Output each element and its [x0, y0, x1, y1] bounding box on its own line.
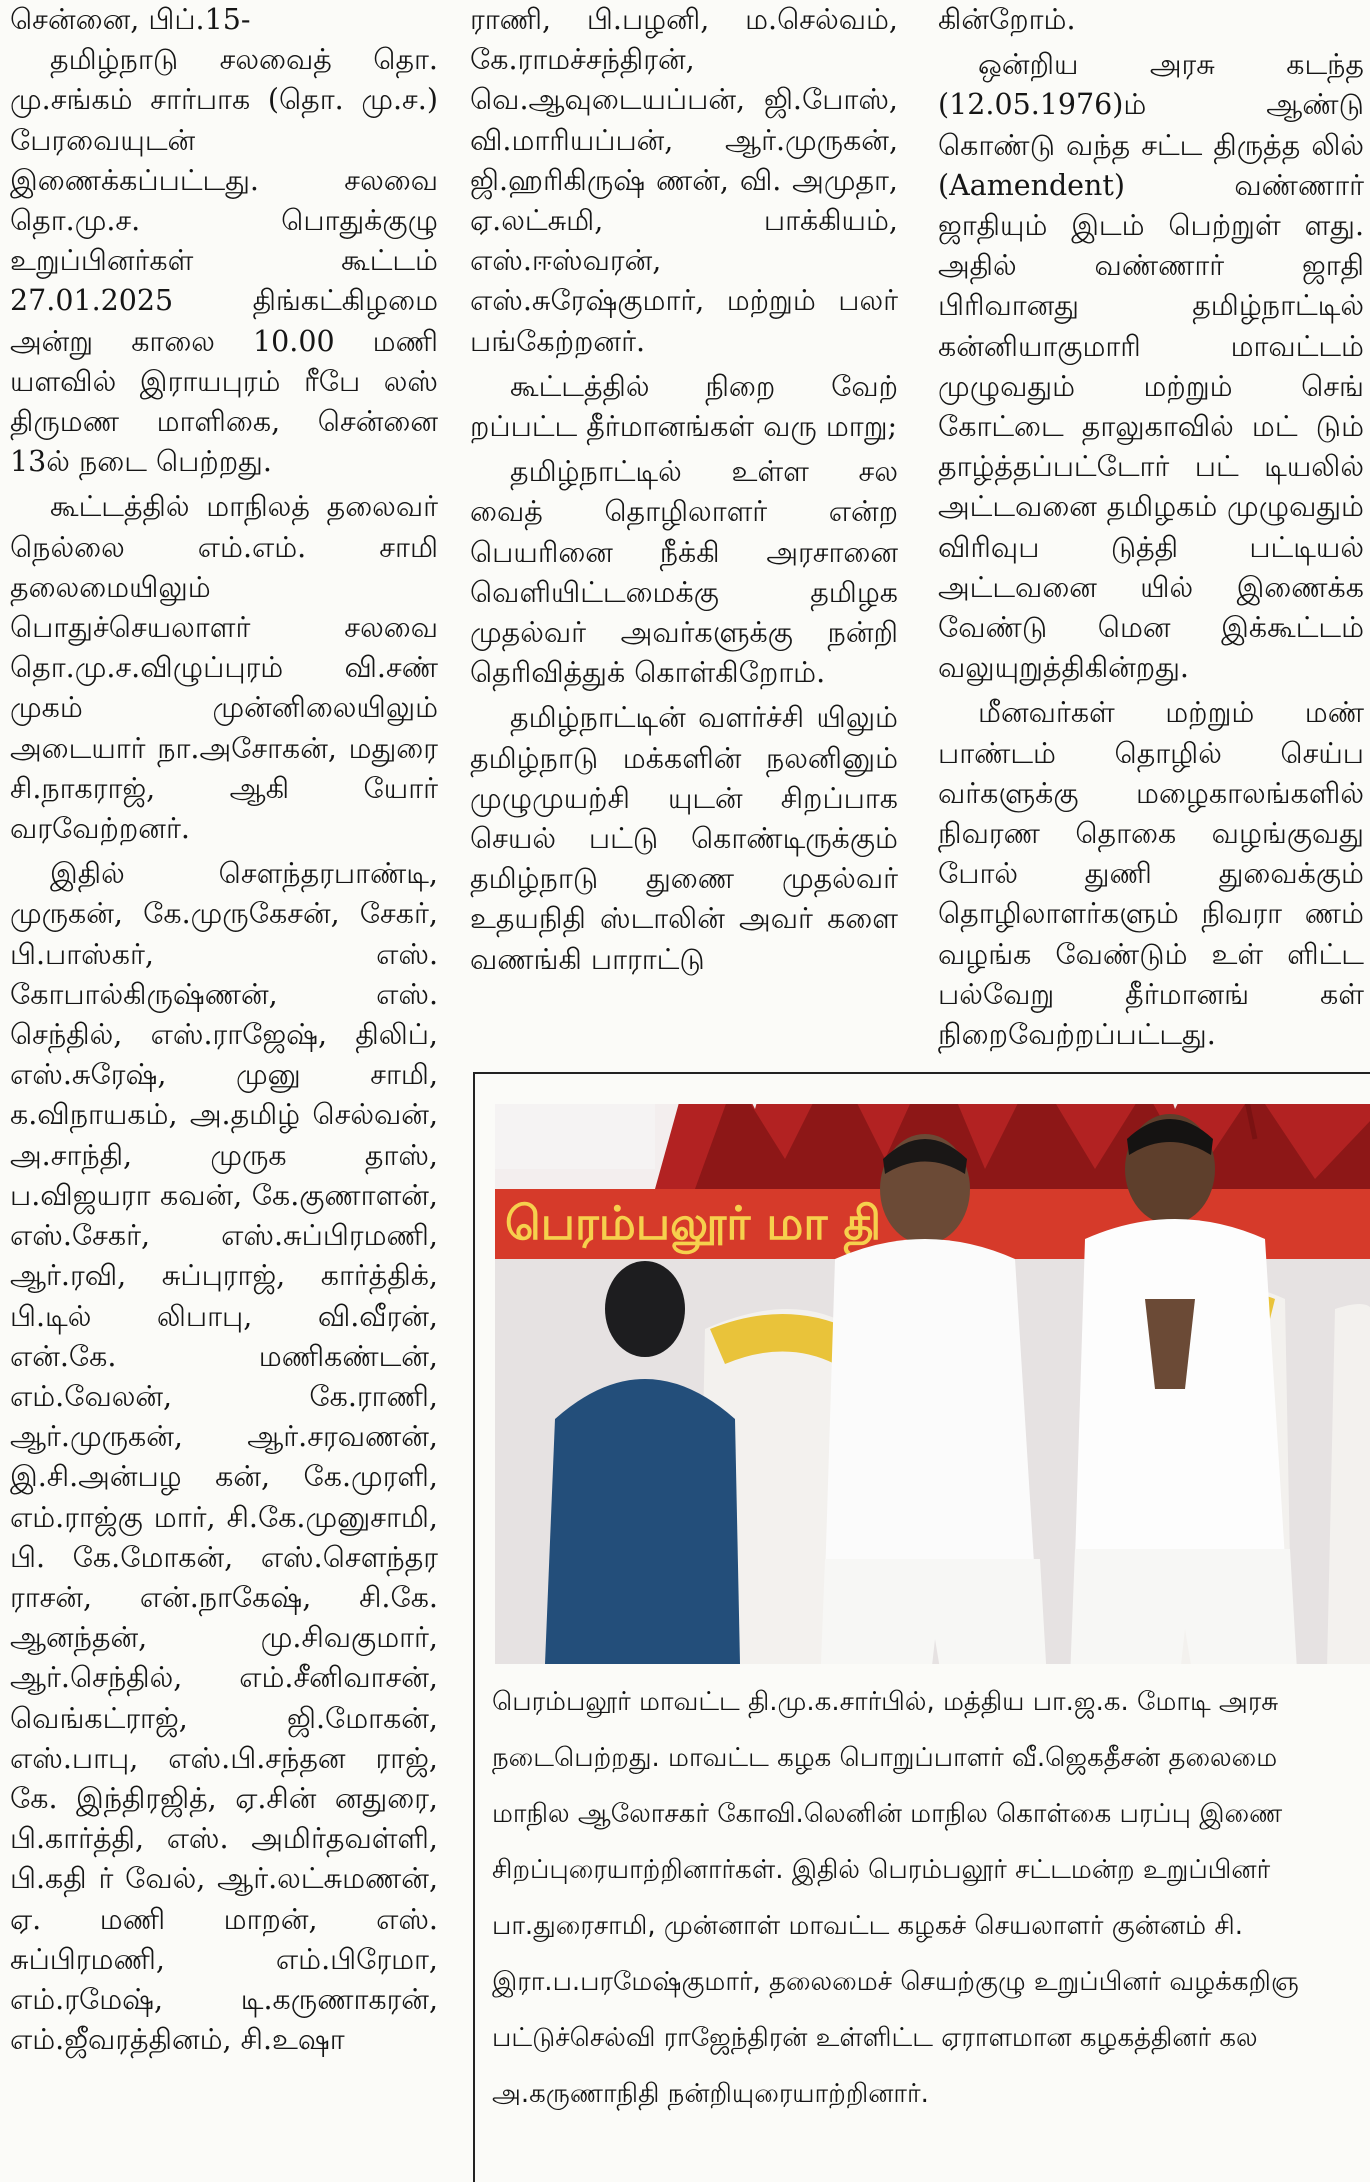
photo-illustration [495, 1104, 1370, 1664]
paragraph: தமிழ்நாட்டின் வளர்ச்சி யிலும் தமிழ்நாடு மக்களின் நலனினும் முழுமுயற்சி யுடன் சிறப்பாக செயல் பட்டு கொண்டிருக்கும் தமிழ்நாடு துணை முதல்வர் உதயநிதி ஸ்டாலின் அவர் களை வணங்கி பாராட்டு [470, 701, 898, 976]
photo-caption-line: மாநில ஆலோசகர் கோவி.லெனின் மாநில கொள்கை பரப்பு இணை [492, 1799, 1283, 1829]
dateline: சென்னை, பிப்.15- [10, 3, 251, 36]
paragraph: கூட்டத்தில் நிறை வேற் றப்பட்ட தீர்மானங்கள் வரு மாறு; [470, 369, 898, 444]
article-column-1 [10, 0, 438, 2060]
article-column-3 [938, 0, 1364, 1055]
news-photo-box [473, 1072, 1370, 2182]
paragraph: கூட்டத்தில் மாநிலத் தலைவர் நெல்லை எம்.எம். சாமி தலைமையிலும் பொதுச்செயலாளர் சலவை தொ.மு.ச.விழுப்புரம் வி.சண் முகம் முன்னிலையிலும் அடையார் நா.அசோகன், மதுரை சி.நாகராஜ், ஆகி யோர் வரவேற்றனர். [10, 490, 438, 846]
paragraph: தமிழ்நாட்டில் உள்ள சல வைத் தொழிலாளர் என்ற பெயரினை நீக்கி அரசானை வெளியிட்டமைக்கு தமிழக முதல்வர் அவர்களுக்கு நன்றி தெரிவித்துக் கொள்கிறோம். [470, 455, 898, 690]
paragraph: ஒன்றிய அரசு கடந்த (12.05.1976)ம் ஆண்டு கொண்டு வந்த சட்ட திருத்த லில் (Aamendent) வண்ணார் ஜாதியும் இடம் பெற்றுள் ளது. அதில் வண்ணார் ஜாதி பிரிவானது தமிழ்நாட்டில் கன்னியாகுமாரி மாவட்டம் முழுவதும் மற்றும் செங் கோட்டை தாலுகாவில் மட் டும் தாழ்த்தப்பட்டோர் பட் டியலில் அட்டவனை தமிழகம் முழுவதும் விரிவுப டுத்தி பட்டியல் அட்டவனை யில் இணைக்க வேண்டு மென இக்கூட்டம் வலுயுறுத்திகின்றது. [938, 48, 1364, 685]
photo-caption-line: அ.கருணாநிதி நன்றியுரையாற்றினார். [492, 2079, 929, 2109]
photo-caption-line: பட்டுச்செல்வி ராஜேந்திரன் உள்ளிட்ட ஏராளமான கழகத்தினர் கல [492, 2023, 1258, 2053]
paragraph: மீனவர்கள் மற்றும் மண் பாண்டம் தொழில் செய்ப வர்களுக்கு மழைகாலங்களில் நிவரண தொகை வழங்குவது போல் துணி துவைக்கும் தொழிலாளர்களும் நிவரா ணம் வழங்க வேண்டும் உள் ளிட்ட பல்வேறு தீர்மானங் கள் நிறைவேற்றப்பட்டது. [938, 696, 1364, 1052]
photo-caption-line: பா.துரைசாமி, முன்னாள் மாவட்ட கழகச் செயலாளர் குன்னம் சி. [492, 1911, 1243, 1941]
paragraph: தமிழ்நாடு சலவைத் தொ. மு.சங்கம் சார்பாக (தொ. மு.ச.) பேரவையுடன் இணைக்கப்பட்டது. சலவை தொ.மு.ச. பொதுக்குழு உறுப்பினர்கள் கூட்டம் 27.01.2025 திங்கட்கிழமை அன்று காலை 10.00 மணி யளவில் இராயபுரம் ரீபே லஸ் திருமண மாளிகை, சென்னை 13ல் நடை பெற்றது. [10, 43, 438, 479]
photo-caption-line: சிறப்புரையாற்றினார்கள். இதில் பெரம்பலூர் சட்டமன்ற உறுப்பினர் [492, 1855, 1271, 1885]
paragraph: கின்றோம். [938, 3, 1076, 36]
event-photo [495, 1104, 1370, 1664]
paragraph: இதில் சௌந்தரபாண்டி, முருகன், கே.முருகேசன், சேகர், பி.பாஸ்கர், எஸ். கோபால்கிருஷ்ணன், எஸ். செந்தில், எஸ்.ராஜேஷ், திலிப், எஸ்.சுரேஷ், முனு சாமி, க.விநாயகம், அ.தமிழ் செல்வன், அ.சாந்தி, முருக தாஸ், ப.விஜயரா கவன், கே.குணாளன், எஸ்.சேகர், எஸ்.சுப்பிரமணி, ஆர்.ரவி, சுப்புராஜ், கார்த்திக், பி.டில் லிபாபு, வி.வீரன், என்.கே. மணிகண்டன், எம்.வேலன், கே.ராணி, ஆர்.முருகன், ஆர்.சரவணன், இ.சி.அன்பழ கன், கே.முரளி, எம்.ராஜ்கு மார், சி.கே.முனுசாமி, பி. கே.மோகன், எஸ்.சௌந்தர ராசன், என்.நாகேஷ், சி.கே. ஆனந்தன், மு.சிவகுமார், ஆர்.செந்தில், எம்.சீனிவாசன், வெங்கட்ராஜ், ஜி.மோகன், எஸ்.பாபு, எஸ்.பி.சந்தன ராஜ், கே. இந்திரஜித், ஏ.சின் னதுரை, பி.கார்த்தி, எஸ். அமிர்தவள்ளி, பி.கதி ர் வேல், ஆர்.லட்சுமணன், ஏ. மணி மாறன், எஸ். சுப்பிரமணி, எம்.பிரேமா, எம்.ரமேஷ், டி.கருணாகரன், எம்.ஜீவரத்தினம், சி.உஷா [10, 857, 438, 2057]
photo-caption-line: பெரம்பலூர் மாவட்ட தி.மு.க.சார்பில், மத்திய பா.ஜ.க. மோடி அரசு [492, 1687, 1279, 1717]
photo-caption-line: நடைபெற்றது. மாவட்ட கழக பொறுப்பாளர் வீ.ஜெகதீசன் தலைமை [492, 1743, 1278, 1773]
paragraph: ராணி, பி.பழனி, ம.செல்வம், கே.ராமச்சந்திரன், வெ.ஆவுடையப்பன், ஜி.போஸ், வி.மாரியப்பன், ஆர்.முருகன், ஜி.ஹரிகிருஷ் ணன், வி. அமுதா, ஏ.லட்சுமி, பாக்கியம், எஸ்.ஈஸ்வரன், எஸ்.சுரேஷ்குமார், மற்றும் பலர் பங்கேற்றனர். [470, 3, 898, 358]
stage-banner-text: பெரம்பலூர் மா தி [505, 1196, 882, 1250]
article-column-2 [470, 0, 898, 980]
photo-caption-line: இரா.ப.பரமேஷ்குமார், தலைமைச் செயற்குழு உறுப்பினர் வழக்கறிஞ [492, 1967, 1299, 1997]
